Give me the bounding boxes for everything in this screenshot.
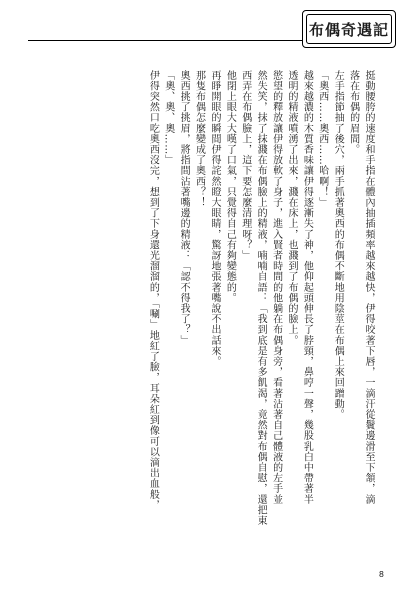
text-line: 伊得突然口吃奧西沒完，想到了下身還光溜溜的，「唰」地紅了臉，耳朵紅到像可以滴出血般， <box>147 70 159 511</box>
text-line: 越來越濃的木質香味讓伊得逐漸失了神，他仰起頭伸長了脖頸，鼻哼一聲，幾股乳白中帶著半 <box>301 70 313 505</box>
vertical-text-body <box>42 70 376 558</box>
header-rule <box>28 40 302 41</box>
text-line: 再睜開眼的瞬間伊得詫然瞪大眼睛，驚訝地張著嘴說不出話來。 <box>208 70 220 367</box>
text-line: 慾望的釋放讓伊得放軟了身子，進入賢者時間的他躺在布偶身旁，看著沾著自己體液的左手並 <box>270 70 282 505</box>
page-number: 8 <box>378 570 384 579</box>
text-line: 挺動腰胯的速度和手指在體內抽插頻率越來越快，伊得咬著下唇，一滴汗從鬢邊滑至下頷，滴 <box>363 70 374 505</box>
text-line: 透明的精液噴湧了出來，濺在床上，也濺到了布偶的臉上。 <box>285 70 297 346</box>
chapter-title: 布偶奇遇記 <box>308 20 389 39</box>
text-line: 落在布偶的眉間。 <box>347 70 359 155</box>
text-line: 然失笑，抹了抹濺在布偶臉上的精液，喃喃自語：「我到底是有多飢渴，竟然對布偶自慰，還把東 <box>255 70 267 526</box>
text-line: 「奧西……奧西……哈啊！」 <box>316 70 328 208</box>
text-line: 奧西挑了挑眉，將指間沾著嘴邊的精液：「認不得我了？」 <box>178 70 190 346</box>
text-line: 「奧、奧、奧……」 <box>162 70 174 166</box>
text-line: 西弄在布偶臉上，這下要怎麼清理呀？」 <box>239 70 251 261</box>
text-line: 他閉上眼大大嘆了口氣，只覺得自己有夠變態的。 <box>224 70 236 304</box>
chapter-title-box <box>302 10 396 48</box>
text-line: 左手指節抽了後穴，兩手抓著奧西的布偶不斷地用陰莖在布偶上來回蹭動。 <box>332 70 344 420</box>
text-line: 那隻布偶怎麼變成了奧西？！ <box>193 70 205 208</box>
